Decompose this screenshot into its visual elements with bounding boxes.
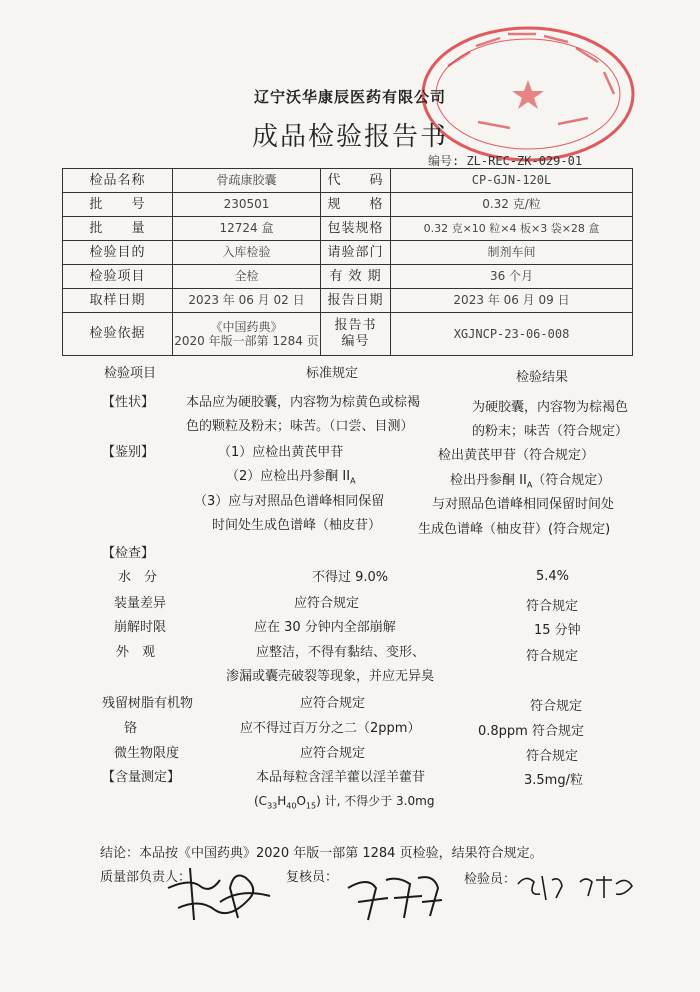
report-date: 2023 年 06 月 09 日 xyxy=(391,289,633,313)
test-name: 装量差异 xyxy=(114,596,167,611)
test-result: 5.4% xyxy=(536,569,570,584)
document-serial: 编号: ZL-REC-ZK-029-01 xyxy=(428,154,583,168)
info-table xyxy=(62,168,633,356)
field-label: 检验项目 xyxy=(63,265,173,289)
header-standard: 标准规定 xyxy=(306,366,359,381)
field-label: 报告日期 xyxy=(321,289,391,313)
info-row xyxy=(63,289,633,313)
test-result: 符合规定 xyxy=(526,649,579,664)
report-no-label-2: 编号 xyxy=(341,334,370,349)
field-label: 检验依据 xyxy=(63,313,173,356)
identification-standard-2: （2）应检出丹参酮 $II_A$ xyxy=(226,469,356,486)
reviewer-label: 复核员： xyxy=(286,870,339,885)
document-title: 成品检验报告书 xyxy=(251,122,448,152)
section-label-appearance: 【性状】 xyxy=(102,395,155,410)
assay-standard-2: $(C_{33}H_{40}O_{15})$ 计, 不得少于 3.0mg xyxy=(254,794,435,811)
inspection-items: 全检 xyxy=(173,265,321,289)
field-label: 取样日期 xyxy=(63,289,173,313)
field-label: 批 量 xyxy=(63,217,173,241)
test-standard: 应在 30 分钟内全部崩解 xyxy=(254,620,396,635)
appearance-standard-2: 色的颗粒及粉末；味苦。（口尝、目测） xyxy=(186,419,414,434)
appearance-result-1: 为硬胶囊，内容物为棕褐色 xyxy=(472,400,629,415)
field-label: 有 效 期 xyxy=(321,265,391,289)
info-row xyxy=(63,217,633,241)
reviewer-signature xyxy=(338,858,448,928)
assay-result: 3.5mg/粒 xyxy=(524,773,583,788)
quality-manager-label: 质量部负责人： xyxy=(100,870,192,885)
appearance-result-2: 的粉末；味苦（符合规定） xyxy=(472,424,629,439)
batch-size: 12724 盒 xyxy=(173,217,321,241)
field-label: 包装规格 xyxy=(321,217,391,241)
inspection-basis xyxy=(173,313,321,356)
field-label: 检验目的 xyxy=(63,241,173,265)
header-result: 检验结果 xyxy=(516,370,569,385)
test-standard: 应符合规定 xyxy=(294,596,360,611)
test-result: 15 分钟 xyxy=(534,623,581,638)
inspection-purpose: 入库检验 xyxy=(173,241,321,265)
field-label: 检品名称 xyxy=(63,169,173,193)
identification-result-3: 与对照品色谱峰相同保留时间处 xyxy=(432,497,615,512)
section-label-assay: 【含量测定】 xyxy=(102,770,181,785)
product-name: 骨疏康胶囊 xyxy=(173,169,321,193)
conclusion: 结论：本品按《中国药典》2020 年版一部第 1284 页检验，结果符合规定。 xyxy=(100,846,543,861)
test-result: 符合规定 xyxy=(526,749,579,764)
test-standard: 应整洁，不得有黏结、变形、 xyxy=(256,645,426,660)
inspector-signature xyxy=(512,866,642,906)
identification-standard-3: （3）应与对照品色谱峰相同保留 xyxy=(194,494,385,509)
inspector-label: 检验员： xyxy=(464,872,517,887)
identification-result-4: 生成色谱峰（柚皮苷）(符合规定) xyxy=(418,522,611,537)
info-row xyxy=(63,169,633,193)
appearance-standard-1: 本品应为硬胶囊，内容物为棕黄色或棕褐 xyxy=(186,395,421,410)
identification-result-1: 检出黄芪甲苷（符合规定） xyxy=(438,448,595,463)
test-name: 水 分 xyxy=(118,570,158,585)
requesting-department: 制剂车间 xyxy=(391,241,633,265)
field-label: 批 号 xyxy=(63,193,173,217)
packaging-spec: 0.32 克×10 粒×4 板×3 袋×28 盒 xyxy=(391,217,633,241)
test-standard: 不得过 9.0% xyxy=(312,570,389,585)
specification: 0.32 克/粒 xyxy=(391,193,633,217)
test-name: 崩解时限 xyxy=(114,620,167,635)
test-standard: 渗漏或囊壳破裂等现象，并应无异臭 xyxy=(226,669,435,684)
test-standard: 应不得过百万分之二（2ppm） xyxy=(240,721,421,736)
shelf-life: 36 个月 xyxy=(391,265,633,289)
info-row xyxy=(63,241,633,265)
basis-line-2: 2020 年版一部第 1284 页 xyxy=(174,334,319,348)
test-result: 0.8ppm 符合规定 xyxy=(478,724,584,739)
header-item: 检验项目 xyxy=(104,366,157,381)
test-name: 铬 xyxy=(124,721,138,736)
identification-standard-4: 时间处生成色谱峰（柚皮苷） xyxy=(212,518,382,533)
identification-standard-1: （1）应检出黄芪甲苷 xyxy=(218,445,344,460)
field-label: 请验部门 xyxy=(321,241,391,265)
report-no-label-1: 报告书 xyxy=(334,318,377,334)
product-code: CP-GJN-120L xyxy=(391,169,633,193)
info-row xyxy=(63,313,633,356)
info-row xyxy=(63,265,633,289)
report-number: XGJNCP-23-06-008 xyxy=(391,313,633,356)
assay-standard-1: 本品每粒含淫羊藿以淫羊藿苷 xyxy=(256,770,426,785)
identification-result-2: 检出丹参酮 $II_A$（符合规定） xyxy=(450,473,611,490)
section-label-identification: 【鉴别】 xyxy=(102,445,155,460)
test-name: 微生物限度 xyxy=(114,746,180,761)
test-result: 符合规定 xyxy=(526,599,579,614)
field-label: 代 码 xyxy=(321,169,391,193)
test-name: 残留树脂有机物 xyxy=(102,696,194,711)
test-standard: 应符合规定 xyxy=(300,746,366,761)
section-label-tests: 【检查】 xyxy=(102,546,155,561)
quality-manager-signature xyxy=(160,858,280,928)
test-result: 符合规定 xyxy=(530,699,583,714)
test-name: 外 观 xyxy=(116,645,156,660)
test-standard: 应符合规定 xyxy=(300,696,366,711)
basis-line-1: 《中国药典》 xyxy=(210,319,283,334)
sampling-date: 2023 年 06 月 02 日 xyxy=(173,289,321,313)
field-label xyxy=(321,313,391,356)
batch-number: 230501 xyxy=(173,193,321,217)
info-row xyxy=(63,193,633,217)
field-label: 规 格 xyxy=(321,193,391,217)
company-name: 辽宁沃华康辰医药有限公司 xyxy=(253,88,446,106)
